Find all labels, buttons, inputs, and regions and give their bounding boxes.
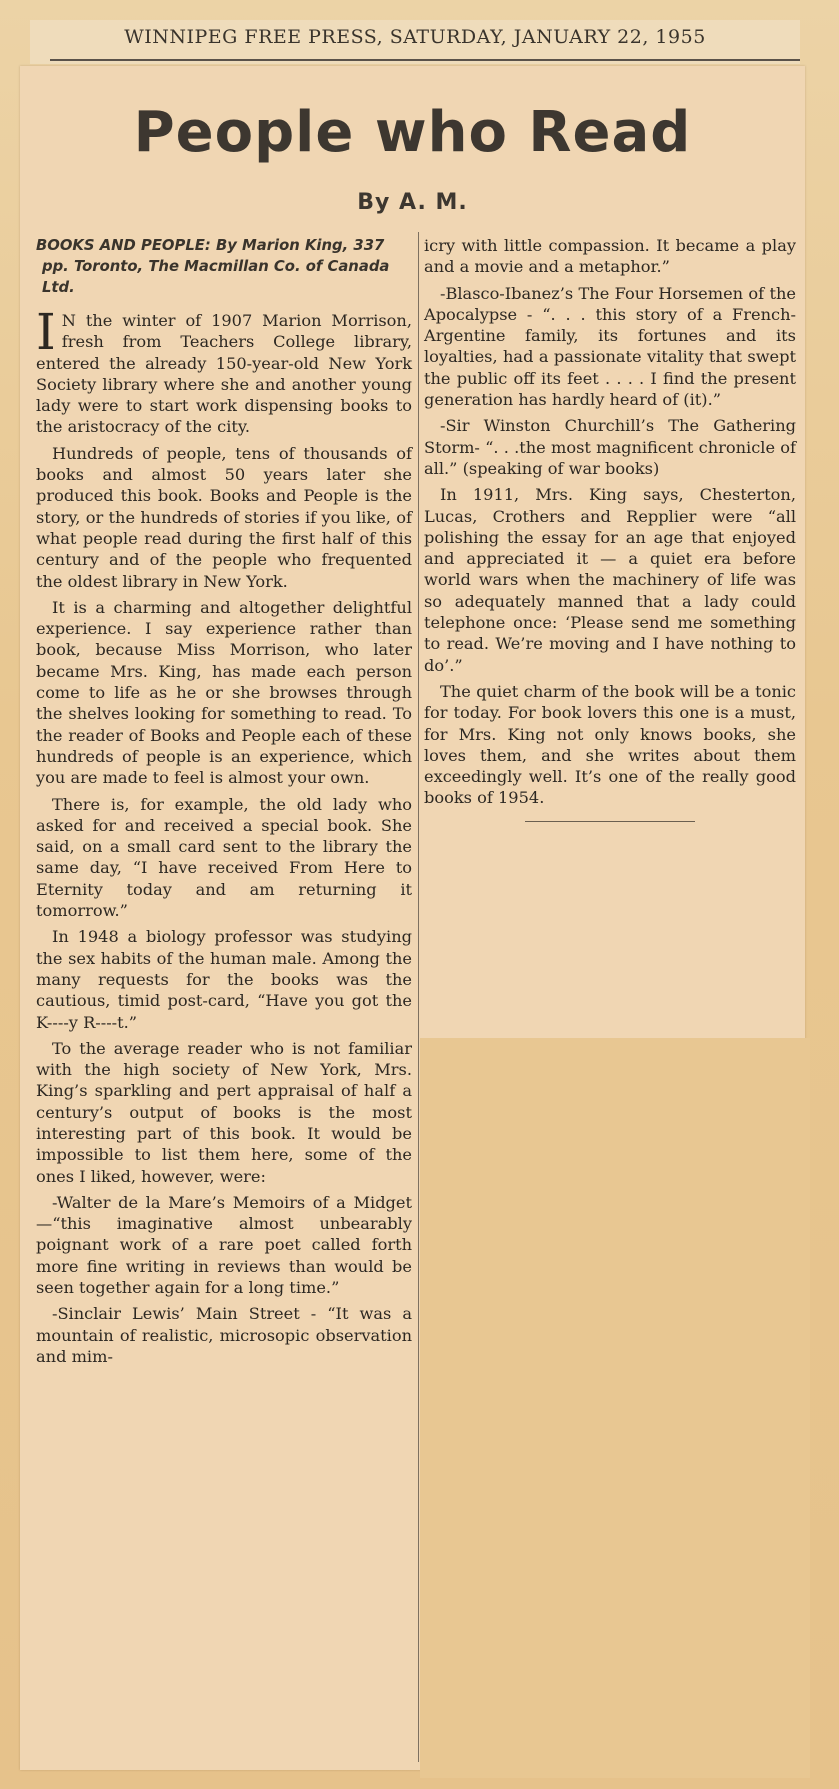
article-byline: By A. M. — [357, 190, 468, 215]
drop-cap: I — [36, 303, 56, 361]
blank-paper-area — [420, 1038, 810, 1778]
paragraph: Hundreds of people, tens of thousands of books and almost 50 years later she produced this book. Books and People is the story, or the hundreds of stories if you like, of what people read during the first half of this century and of the people who frequented the oldest library in New York. — [36, 443, 412, 591]
paragraph: -Sir Winston Churchill’s The Gathering Storm- “. . .the most magnificent chronicle of all.” (speaking of war books) — [424, 416, 796, 478]
newspaper-masthead: WINNIPEG FREE PRESS, SATURDAY, JANUARY 22, 1955 — [124, 26, 706, 48]
book-info: BOOKS AND PEOPLE: By Marion King, 337 pp. Toronto, The Macmillan Co. of Canada Ltd. — [36, 237, 390, 296]
paragraph-text: N the winter of 1907 Marion Morrison, fresh from Teachers College library, entered the already 150-year-old New York Society library where she and another young lady were to start work dispensing books to the aristocracy of the city. — [36, 311, 412, 437]
paragraph: -Walter de la Mare’s Memoirs of a Midget—“this imaginative almost unbearably poignant work of a rare poet called forth more fine writing in reviews than would be seen together again for a long time.” — [36, 1192, 412, 1298]
right-column — [424, 235, 796, 822]
end-rule — [525, 821, 695, 822]
paragraph: To the average reader who is not familiar with the high society of New York, Mrs. King’s sparkling and pert appraisal of half a century’s output of books is the most interesting part of this book. It would be impossible to list them here, some of the ones I liked, however, were: — [36, 1038, 412, 1186]
paragraph: There is, for example, the old lady who asked for and received a special book. She said, on a small card sent to the library the same day, “I have received From Here to Eternity today and am returning it tomorrow.” — [36, 794, 412, 921]
paragraph: It is a charming and altogether delightful experience. I say experience rather than book, because Miss Morrison, who later became Mrs. King, has made each person come to life as he or she browses through the shelves looking for something to read. To the reader of Books and People each of these hundreds of people is an experience, which you are made to feel is almost your own. — [36, 597, 412, 788]
paragraph: -Sinclair Lewis’ Main Street - “It was a mountain of realistic, microsopic observation and mim- — [36, 1304, 412, 1366]
paragraph: -Blasco-Ibanez’s The Four Horsemen of the Apocalypse - “. . . this story of a French-Argentine family, its fortunes and its loyalties, had a passionate vitality that swept the public off its feet . . . . I find the present generation has hardly heard of (it).” — [424, 283, 796, 410]
article-headline: People who Read — [133, 100, 692, 165]
paragraph — [36, 303, 412, 438]
left-column — [36, 235, 412, 1367]
paragraph: In 1911, Mrs. King says, Chesterton, Lucas, Crothers and Repplier were “all polishing the essay for an age that enjoyed and appreciated it — a quiet era before world wars when the machinery of life was so adequately manned that a lady could telephone once: ‘Please send me something to read. We’re moving and I have nothing to do’.” — [424, 485, 796, 675]
paragraph: The quiet charm of the book will be a tonic for today. For book lovers this one is a must, for Mrs. King not only knows books, she loves them, and she writes about them exceedingly well. It’s one of the really good books of 1954. — [424, 681, 796, 808]
paragraph: icry with little compassion. It became a play and a movie and a metaphor.” — [424, 236, 796, 277]
masthead-rule — [50, 59, 800, 61]
paragraph: In 1948 a biology professor was studying the sex habits of the human male. Among the many requests for the books was the cautious, timid post-card, “Have you got the K----y R----t.” — [36, 927, 412, 1032]
column-divider — [418, 232, 419, 1762]
